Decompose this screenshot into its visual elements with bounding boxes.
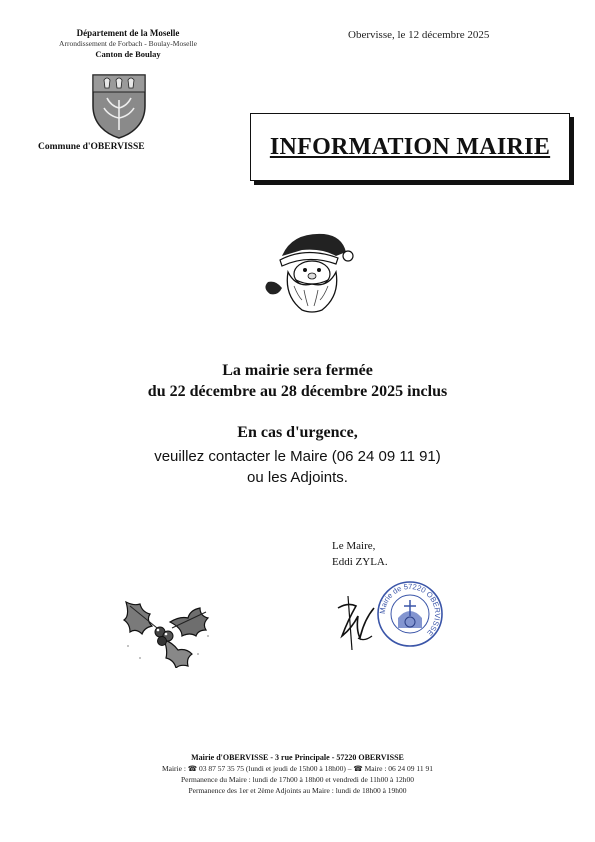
urgence-body <box>0 446 595 488</box>
footer-hours-adjoints: Permanence des 1er et 2ème Adjoints au Maire : lundi de 18h00 à 19h00 <box>188 786 407 795</box>
footer <box>0 752 595 796</box>
place-date: Obervisse, le 12 décembre 2025 <box>348 29 490 41</box>
urgence-line-1: veuillez contacter le Maire (06 24 09 11 91) <box>154 448 441 465</box>
stamp-icon <box>376 580 444 648</box>
coat-of-arms-icon <box>90 72 148 140</box>
canton-label: Canton de Boulay <box>95 49 161 59</box>
closure-line-1: La mairie sera fermée <box>222 362 373 379</box>
urgence-line-2: ou les Adjoints. <box>247 469 348 486</box>
signature <box>334 594 376 652</box>
closure-notice <box>0 360 595 402</box>
urgence-title: En cas d'urgence, <box>237 424 358 441</box>
page-title: INFORMATION MAIRIE <box>269 134 551 160</box>
footer-address: Mairie d'OBERVISSE - 3 rue Principale - 57220 OBERVISSE <box>191 753 404 762</box>
department-label: Département de la Moselle <box>76 28 180 38</box>
closure-line-2: du 22 décembre au 28 décembre 2025 inclus <box>147 383 448 400</box>
title-box <box>250 113 570 181</box>
header-left-block <box>28 28 228 60</box>
arrondissement-label: Arrondissement de Forbach - Boulay-Moselle <box>59 39 197 48</box>
signatory-block <box>332 538 388 570</box>
signatory-name: Eddi ZYLA. <box>332 556 388 568</box>
footer-hours-maire: Permanence du Maire : lundi de 17h00 à 18h00 et vendredi de 11h00 à 12h00 <box>181 775 414 784</box>
commune-label: Commune d'OBERVISSE <box>38 142 145 152</box>
stamp-text: Mairie de 57220 OBERVISSE <box>377 581 443 638</box>
footer-phones: Mairie : ☎ 03 87 57 35 75 (lundi et jeudi de 15h00 à 18h00) – ☎ Maire : 06 24 09 11 91 <box>161 764 434 773</box>
signatory-role: Le Maire, <box>332 540 376 552</box>
holly-icon <box>120 596 216 668</box>
santa-icon <box>262 226 354 314</box>
